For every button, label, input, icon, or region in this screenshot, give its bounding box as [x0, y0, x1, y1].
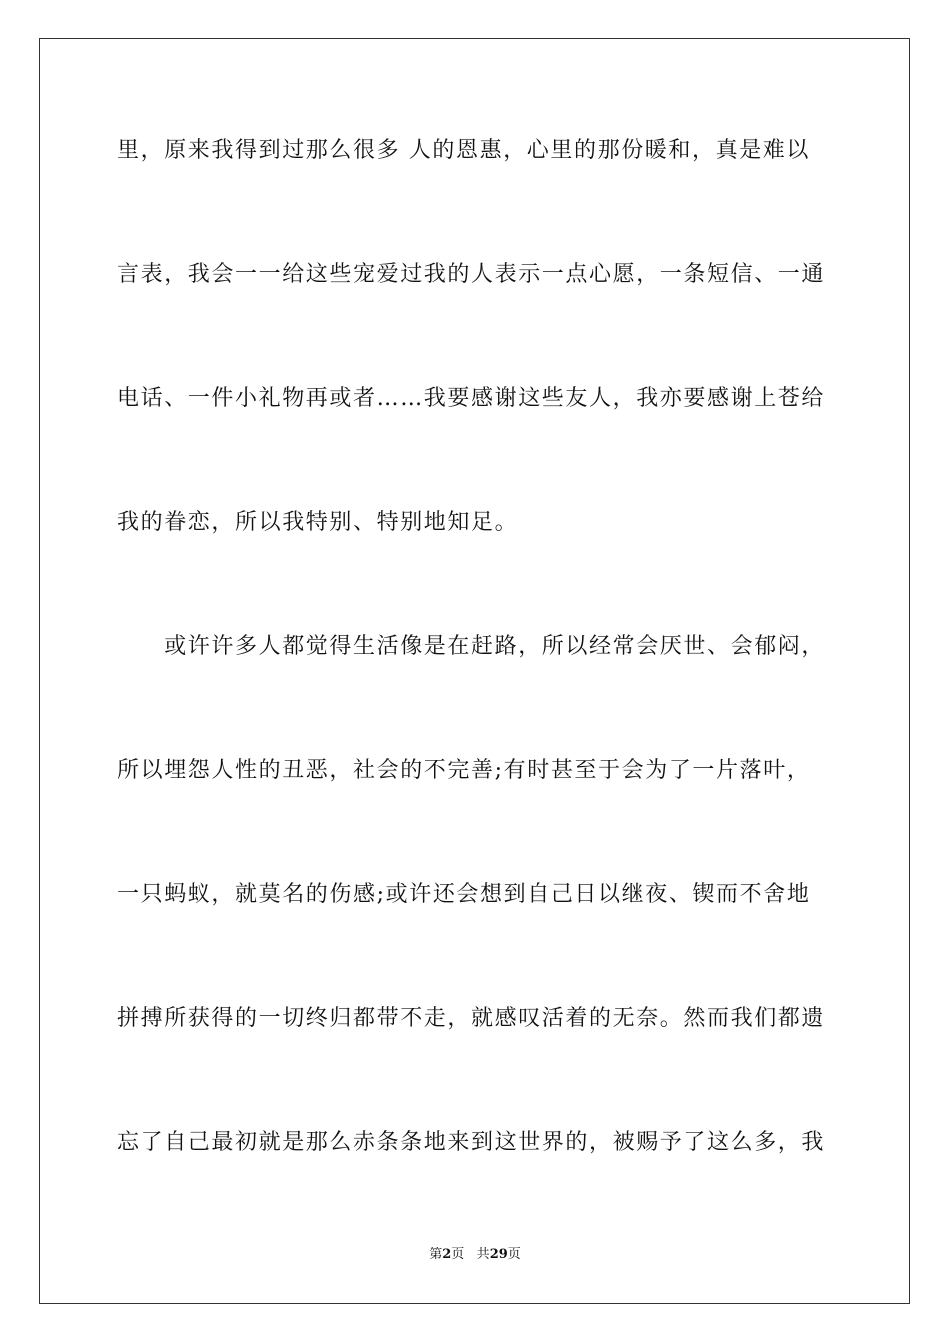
footer-total-suffix: 页 [507, 1247, 521, 1262]
footer-page-suffix: 页 [451, 1247, 465, 1262]
text-line-8: 拼搏所获得的一切终归都带不走，就感叹活着的无奈。然而我们都遗 [117, 1006, 826, 1031]
text-line-9: 忘了自己最初就是那么赤条条地来到这世界的，被赐予了这么多，我 [117, 1130, 826, 1155]
text-line-6: 所以埋怨人性的丑恶，社会的不完善;有时甚至于会为了一片落叶， [117, 758, 811, 783]
text-line-4: 我的眷恋，所以我特别、特别地知足。 [117, 510, 519, 535]
footer-page-prefix: 第 [429, 1247, 443, 1262]
text-line-1: 里，原来我得到过那么很多 人的恩惠，心里的那份暖和，真是难以 [117, 138, 810, 163]
text-line-3: 电话、一件小礼物再或者……我要感谢这些友人，我亦要感谢上苍给 [117, 386, 826, 411]
footer-page-number: 2 [442, 1247, 452, 1262]
text-line-7: 一只蚂蚁，就莫名的伤感;或许还会想到自己日以继夜、锲而不舍地 [117, 882, 811, 907]
footer-total-prefix: 共 [476, 1247, 490, 1262]
page-frame [39, 38, 910, 1304]
text-line-2: 言表，我会一一给这些宠爱过我的人表示一点心愿，一条短信、一通 [117, 262, 826, 287]
footer-total-pages: 29 [489, 1247, 508, 1262]
page-footer [0, 1246, 950, 1264]
text-line-5: 或许许多人都觉得生活像是在赶路，所以经常会厌世、会郁闷， [117, 634, 826, 659]
